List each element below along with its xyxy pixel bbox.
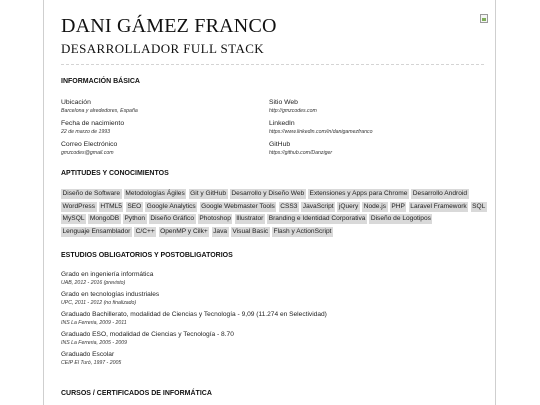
- education-item-title: Graduado ESO, modalidad de Ciencias y Tecnología - 8.70: [61, 331, 234, 339]
- birthdate-label: Fecha de nacimiento: [61, 120, 125, 127]
- skill-tag: MongoDB: [89, 215, 120, 223]
- location-label: Ubicación: [61, 99, 91, 106]
- header-divider: [61, 64, 484, 65]
- linkedin-label: LinkedIn: [269, 120, 295, 127]
- skill-tag: Diseño de Logotipos: [370, 215, 431, 223]
- skill-tag: Desarrollo y Diseño Web: [231, 190, 305, 197]
- basic-info-title: INFORMACIÓN BÁSICA: [61, 78, 140, 85]
- skill-tag: Desarrollo Android: [412, 190, 468, 197]
- skill-tag: SEO: [127, 202, 142, 210]
- website-label: Sitio Web: [269, 99, 298, 106]
- skill-tag: Diseño Gráfico: [150, 215, 194, 223]
- skill-tag: PHP: [391, 202, 405, 210]
- resume-page: [43, 0, 496, 405]
- profile-image: [480, 14, 488, 23]
- education-item-title: Grado en tecnologías industriales: [61, 291, 160, 299]
- skill-tag: Python: [124, 215, 146, 223]
- skill-tag: Diseño de Software: [62, 190, 121, 197]
- education-item-title: Graduado Escolar: [61, 351, 115, 359]
- skill-tag: jQuery: [338, 202, 359, 210]
- github-label: GitHub: [269, 141, 291, 148]
- skill-tag: Laravel Framework: [410, 202, 467, 210]
- skill-tag: Git y GitHub: [190, 190, 227, 197]
- skill-tag: JavaScript: [302, 202, 334, 210]
- linkedin-link[interactable]: https://www.linkedin.com/in/danigamezfranco: [269, 129, 373, 135]
- education-item: [61, 271, 327, 287]
- education-list: [61, 271, 327, 371]
- skill-tag: Photoshop: [199, 215, 231, 223]
- education-item-detail: UPC, 2011 - 2012 (no finalizado): [61, 299, 137, 306]
- github-link[interactable]: https://github.com/Danziger: [269, 150, 333, 156]
- skill-tag: Flash y ActionScript: [273, 227, 332, 235]
- skill-tag: Extensiones y Apps para Chrome: [309, 190, 408, 197]
- website-link[interactable]: http://gmzcodes.com: [269, 108, 317, 114]
- skill-tag: HTML5: [100, 202, 122, 210]
- education-item: [61, 351, 327, 367]
- skill-tag: Visual Basic: [232, 227, 269, 235]
- skill-tag: Google Webmaster Tools: [201, 202, 275, 210]
- skill-tag: OpenMP y Cilk+: [160, 227, 208, 235]
- skill-tag: Java: [213, 227, 228, 235]
- skill-tag: CSS3: [280, 202, 298, 210]
- skill-tag: Google Analytics: [146, 202, 196, 210]
- education-title: ESTUDIOS OBLIGATORIOS Y POSTOBLIGATORIOS: [61, 252, 233, 259]
- skills-title: APTITUDES Y CONOCIMIENTOS: [61, 170, 169, 177]
- education-item: [61, 311, 327, 327]
- education-item: [61, 331, 327, 347]
- skill-tag: Illustrator: [236, 215, 264, 223]
- resume-name: DANI GÁMEZ FRANCO: [61, 15, 277, 37]
- birthdate-value: 22 de marzo de 1993: [61, 129, 111, 135]
- location-value: Barcelona y alrededores, España: [61, 108, 138, 114]
- skill-tag: Branding e Identidad Corporativa: [268, 215, 366, 223]
- skill-tag: MySQL: [62, 215, 85, 223]
- skill-tag: WordPress: [62, 202, 95, 210]
- skill-tag: Lenguaje Ensamblador: [62, 227, 131, 235]
- education-item-detail: INS La Ferreria, 2005 - 2009: [61, 339, 128, 346]
- education-item-detail: UAB, 2012 - 2016 (previsto): [61, 279, 126, 286]
- education-item-title: Graduado Bachillerato, modalidad de Ciencias y Tecnología - 9,09 (11.274 en Selectividad): [61, 311, 327, 319]
- skill-tag: Node.js: [363, 202, 387, 210]
- email-value[interactable]: gmzcodes@gmail.com: [61, 150, 114, 156]
- resume-role: DESARROLLADOR FULL STACK: [61, 41, 265, 56]
- education-item-detail: CEIP El Turó, 1997 - 2005: [61, 359, 122, 366]
- skills-list: [61, 188, 491, 238]
- education-item-detail: INS La Ferreria, 2009 - 2011: [61, 319, 127, 326]
- education-item: [61, 291, 327, 307]
- skill-tag: C/C++: [135, 227, 155, 235]
- email-label: Correo Electrónico: [61, 141, 118, 148]
- education-item-title: Grado en ingeniería informática: [61, 271, 154, 278]
- courses-title: CURSOS / CERTIFICADOS DE INFORMÁTICA: [61, 390, 212, 397]
- skill-tag: SQL: [472, 202, 486, 210]
- skill-tag: Metodologías Ágiles: [125, 190, 185, 197]
